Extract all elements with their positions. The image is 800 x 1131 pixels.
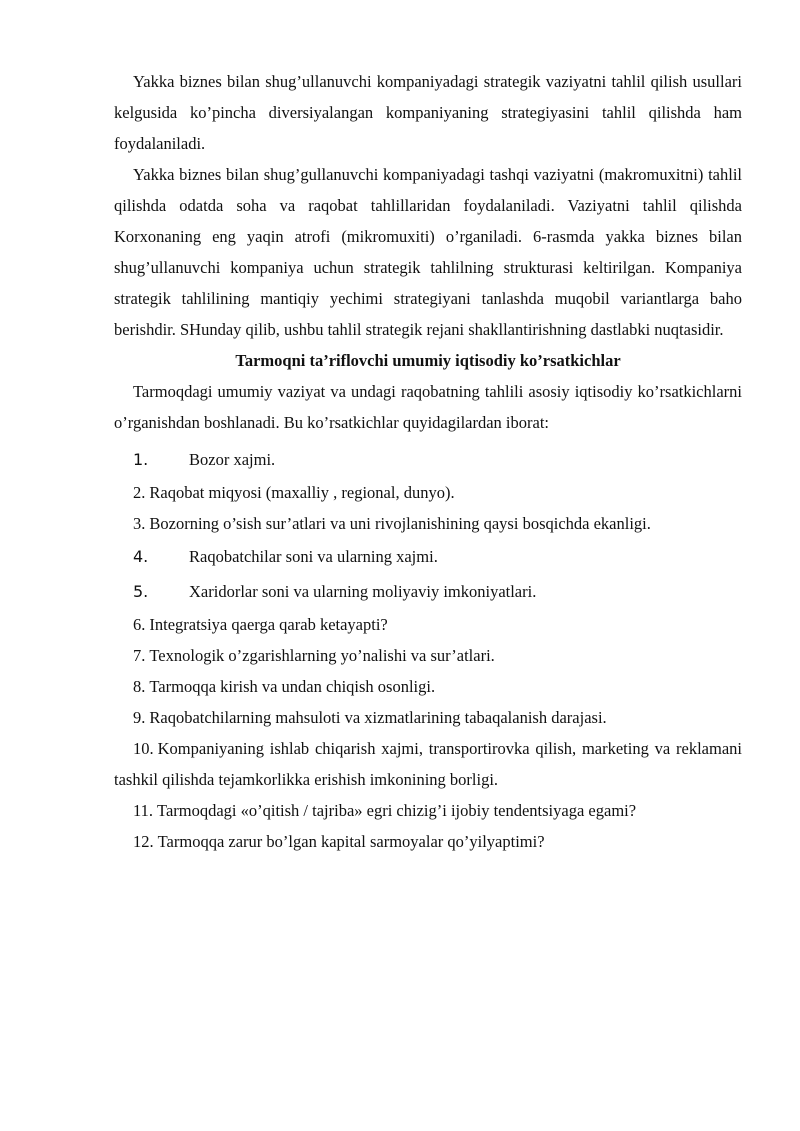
list-item-11 [114,795,742,826]
list-item-9 [114,702,742,733]
list-item-5 [114,574,742,609]
list-text: Raqobatchilarning mahsuloti va xizmatlarining tabaqalanish darajasi. [149,708,607,727]
list-text: Integratsiya qaerga qarab ketayapti? [149,615,388,634]
list-item-1 [114,442,742,477]
list-text: Bozorning o’sish sur’atlari va uni rivojlanishining qaysi bosqichda ekanligi. [149,514,651,533]
list-text: Xaridorlar soni va ularning moliyaviy imkoniyatlari. [189,582,537,601]
list-item-10 [114,733,742,795]
list-item-3 [114,508,742,539]
list-text: Tarmoqdagi «o’qitish / tajriba» egri chizig’i ijobiy tendentsiyaga egami? [157,801,637,820]
intro-paragraph: Tarmoqdagi umumiy vaziyat va undagi raqobatning tahlili asosiy iqtisodiy ko’rsatkichlarni o’rganishdan boshlanadi. Bu ko’rsatkichlar quyidagilardan iborat: [114,382,742,432]
list-number: 2. [133,483,146,502]
list-number: 10. [133,739,154,758]
list-number: 3. [133,514,146,533]
list-text: Texnologik o’zgarishlarning yo’nalishi va sur’atlari. [149,646,495,665]
list-text: Raqobat miqyosi (maxalliy , regional, dunyo). [149,483,455,502]
list-number: 12. [133,832,154,851]
list-item-8 [114,671,742,702]
list-item-7 [114,640,742,671]
list-number: 8. [133,677,146,696]
document-page [114,66,742,857]
list-text: Tarmoqqa zarur bo’lgan kapital sarmoyalar qo’yilyaptimi? [157,832,545,851]
list-number: 6. [133,615,146,634]
section-heading: Tarmoqni ta’riflovchi umumiy iqtisodiy ko’rsatkichlar [235,351,621,370]
list-number: 7. [133,646,146,665]
list-number: 11. [133,801,154,820]
list-text: Bozor xajmi. [189,450,276,469]
list-item-12 [114,826,742,857]
list-item-6 [114,609,742,640]
list-item-4 [114,539,742,574]
paragraph-1: Yakka biznes bilan shug’ullanuvchi kompaniyadagi strategik vaziyatni tahlil qilish usullari kelgusida ko’pincha diversiyalangan kompaniyaning strategiyasini tahlil qilishda ham foydalaniladi. [114,72,742,153]
paragraph-2: Yakka biznes bilan shug’gullanuvchi kompaniyadagi tashqi vaziyatni (makromuxitni) tahlil qilishda odatda soha va raqobat tahlillaridan foydalaniladi. Vaziyatni tahlil qilishda Korxonaning eng yaqin atrofi (mikromuxiti) o’rganiladi. 6-rasmda yakka biznes bilan shug’ullanuvchi kompaniya uchun strategik tahlilning strukturasi keltirilgan. Kompaniya strategik tahlilining mantiqiy yechimi strategiyani tanlashda muqobil variantlarga baho berishdir. SHunday qilib, ushbu tahlil strategik rejani shakllantirishning dastlabki nuqtasidir. [114,165,742,339]
list-text: Kompaniyaning ishlab chiqarish xajmi, transportirovka qilish, marketing va reklamani tashkil qilishda tejamkorlikka erishish imkonining borligi. [114,739,742,789]
list-number: 9. [133,708,146,727]
list-item-2 [114,477,742,508]
list-number: 1. [133,450,149,469]
list-text: Raqobatchilar soni va ularning xajmi. [189,547,438,566]
list-text: Tarmoqqa kirish va undan chiqish osonligi. [149,677,436,696]
list-number: 5. [133,582,149,601]
list-number: 4. [133,547,149,566]
